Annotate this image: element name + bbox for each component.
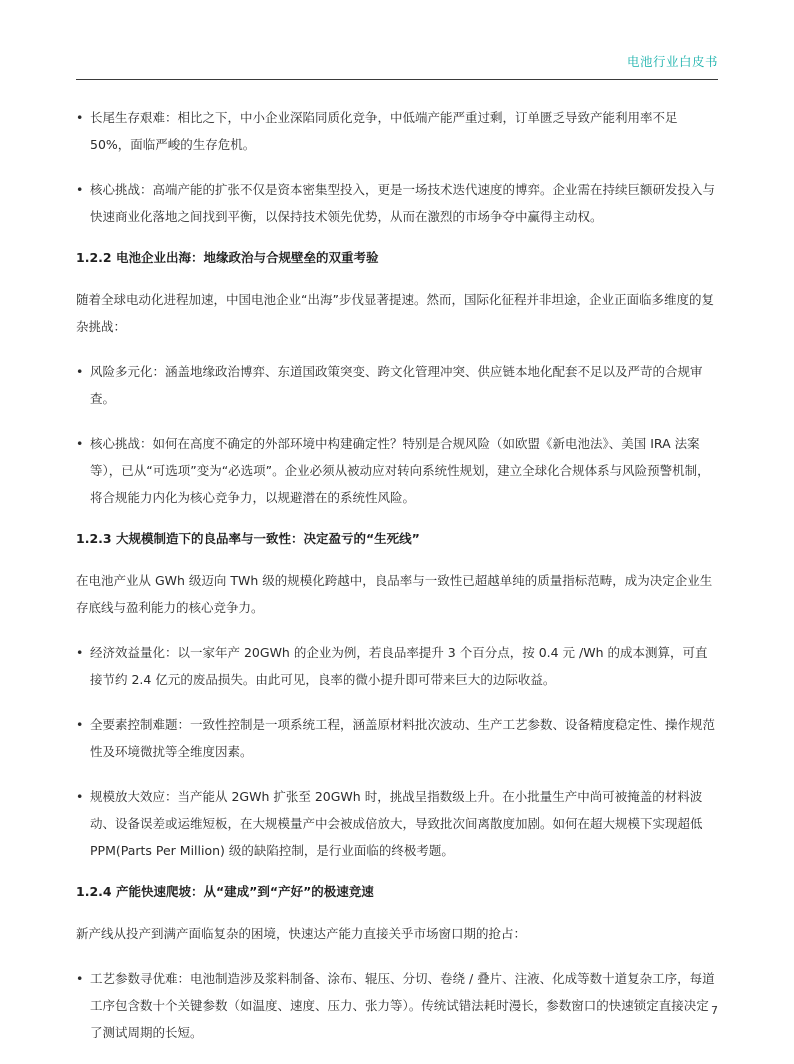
page-number: 7 [711, 1004, 718, 1017]
list-item: • 长尾生存艰难：相比之下，中小企业深陷同质化竞争，中低端产能严重过剩，订单匮乏导致产能利用率不足 50%，面临严峻的生存危机。 [76, 104, 718, 158]
report-title: 电池行业白皮书 [626, 54, 718, 69]
list-item: • 核心挑战：高端产能的扩张不仅是资本密集型投入，更是一场技术迭代速度的博弈。企业需在持续巨额研发投入与快速商业化落地之间找到平衡，以保持技术领先优势，从而在激烈的市场争夺中赢得主动权。 [76, 176, 718, 230]
section-heading: 1.2.2 电池企业出海：地缘政治与合规壁垒的双重考验 [76, 250, 379, 265]
list-item: • 经济效益量化：以一家年产 20GWh 的企业为例，若良品率提升 3 个百分点，按 0.4 元 /Wh 的成本测算，可直接节约 2.4 亿元的废品损失。由此可见，良率的微小提升即可带来巨大的边际收益。 [76, 639, 718, 693]
section-intro: 在电池产业从 GWh 级迈向 TWh 级的规模化跨越中，良品率与一致性已超越单纯的质量指标范畴，成为决定企业生存底线与盈利能力的核心竞争力。 [76, 573, 713, 615]
list-item: • 风险多元化：涵盖地缘政治博弈、东道国政策突变、跨文化管理冲突、供应链本地化配套不足以及严苛的合规审查。 [76, 358, 718, 412]
list-item: • 工艺参数寻优难：电池制造涉及浆料制备、涂布、辊压、分切、卷绕 / 叠片、注液、化成等数十道复杂工序，每道工序包含数十个关键参数（如温度、速度、压力、张力等）。传统试错法耗时漫长，参数窗口的快速锁定直接决定了测试周期的长短。 [76, 965, 718, 1046]
section-heading: 1.2.4 产能快速爬坡：从“建成”到“产好”的极速竞速 [76, 884, 374, 899]
header-divider [76, 79, 718, 80]
section-intro: 新产线从投产到满产面临复杂的困境，快速达产能力直接关乎市场窗口期的抢占： [76, 926, 527, 941]
list-item: • 核心挑战：如何在高度不确定的外部环境中构建确定性？特别是合规风险（如欧盟《新电池法》、美国 IRA 法案等），已从“可选项”变为“必选项”。企业必须从被动应对转向系统性规划，建立全球化合规体系与风险预警机制，将合规能力内化为核心竞争力，以规避潜在的系统性风险。 [76, 430, 718, 511]
list-item: • 规模放大效应：当产能从 2GWh 扩张至 20GWh 时，挑战呈指数级上升。在小批量生产中尚可被掩盖的材料波动、设备误差或运维短板，在大规模量产中会被成倍放大，导致批次间离散度加剧。如何在超大规模下实现超低 PPM(Parts Per Million) 级的缺陷控制，是行业面临的终极考题。 [76, 783, 718, 864]
section-intro: 随着全球电动化进程加速，中国电池企业“出海”步伐显著提速。然而，国际化征程并非坦途，企业正面临多维度的复杂挑战： [76, 292, 714, 334]
list-item: • 全要素控制难题：一致性控制是一项系统工程，涵盖原材料批次波动、生产工艺参数、设备精度稳定性、操作规范性及环境微扰等全维度因素。 [76, 711, 718, 765]
section-heading: 1.2.3 大规模制造下的良品率与一致性：决定盈亏的“生死线” [76, 531, 420, 546]
page-content [76, 104, 718, 1064]
